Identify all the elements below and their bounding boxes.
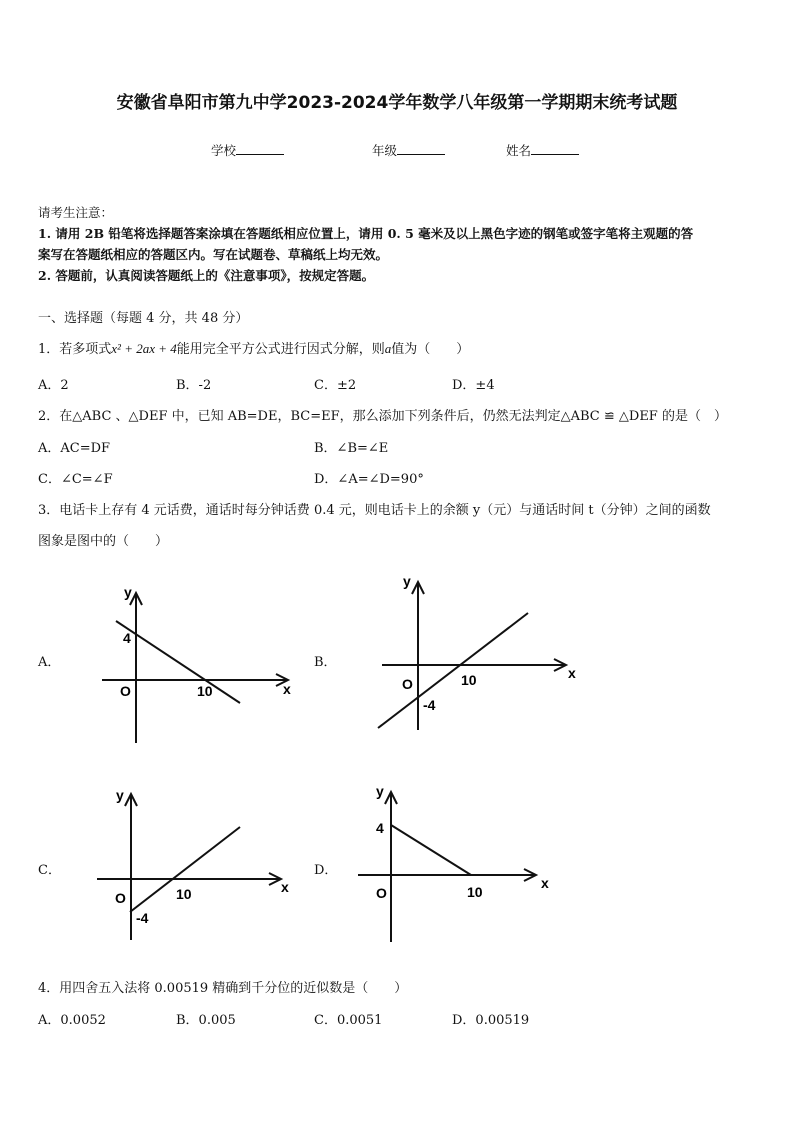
q1-expression: x² + 2ax + 4 bbox=[111, 341, 177, 356]
q1-option-a: A．2 bbox=[38, 378, 69, 393]
graph-b-origin: O bbox=[402, 676, 413, 692]
q3-option-b-label: B． bbox=[314, 655, 337, 670]
name-blank bbox=[531, 142, 579, 155]
graph-a-x-tick: 10 bbox=[197, 683, 213, 699]
graph-a-y-tick: 4 bbox=[123, 630, 131, 646]
grade-label: 年级 bbox=[372, 143, 398, 158]
graph-c-y-tick: -4 bbox=[136, 910, 149, 926]
q1-mid: 能用完全平方公式进行因式分解，则 bbox=[176, 342, 385, 357]
graph-a-y-label: y bbox=[124, 584, 132, 600]
q1-option-d: D．±4 bbox=[452, 378, 495, 393]
q1-option-c: C．±2 bbox=[314, 378, 357, 393]
q3-option-d-label: D． bbox=[314, 863, 338, 878]
question-3-line1: 3．电话卡上存有 4 元话费，通话时每分钟话费 0.4 元，则电话卡上的余额 y（元）与通话时间 t（分钟）之间的函数 bbox=[38, 503, 711, 518]
q2-option-d: D．∠A=∠D=90° bbox=[314, 472, 424, 487]
notice-item1-line1: 1. 请用 2B 铅笔将选择题答案涂填在答题纸相应位置上，请用 0. 5 毫米及以上黑色字迹的钢笔或签字笔将主观题的答 bbox=[38, 226, 694, 241]
q4-option-a: A．0.0052 bbox=[38, 1013, 106, 1028]
graph-b-line bbox=[378, 613, 528, 728]
q1-variable: a bbox=[384, 341, 392, 356]
name-field bbox=[506, 141, 579, 159]
school-label: 学校 bbox=[211, 143, 237, 158]
graph-a-origin: O bbox=[120, 683, 131, 699]
graph-b-x-tick: 10 bbox=[461, 672, 477, 688]
graph-c-x-label: x bbox=[281, 879, 289, 895]
graph-c bbox=[90, 782, 310, 952]
graph-c-y-label: y bbox=[116, 787, 124, 803]
graph-d-y-tick: 4 bbox=[376, 820, 384, 836]
graph-c-x-tick: 10 bbox=[176, 886, 192, 902]
q3-option-a-label: A． bbox=[38, 655, 61, 670]
graph-b bbox=[372, 568, 592, 738]
question-4: 4．用四舍五入法将 0.00519 精确到千分位的近似数是（ ） bbox=[38, 981, 408, 996]
notice-item1-line2: 案写在答题纸相应的答题区内。写在试题卷、草稿纸上均无效。 bbox=[38, 247, 389, 262]
graph-d-y-label: y bbox=[376, 783, 384, 799]
graph-b-y-tick: -4 bbox=[423, 697, 436, 713]
graph-b-y-label: y bbox=[403, 573, 411, 589]
q4-option-d: D．0.00519 bbox=[452, 1013, 530, 1028]
q1-suffix: 值为（ ） bbox=[391, 342, 470, 357]
question-3-line2: 图象是图中的（ ） bbox=[38, 534, 169, 549]
graph-d-origin: O bbox=[376, 885, 387, 901]
notice-item2: 2. 答题前，认真阅读答题纸上的《注意事项》，按规定答题。 bbox=[38, 268, 375, 283]
q4-option-c: C．0.0051 bbox=[314, 1013, 383, 1028]
q2-option-b: B．∠B=∠E bbox=[314, 441, 389, 456]
graph-a bbox=[90, 575, 310, 755]
page-title: 安徽省阜阳市第九中学2023-2024学年数学八年级第一学期期末统考试题 bbox=[116, 93, 678, 113]
graph-d-x-label: x bbox=[541, 875, 549, 891]
notice-heading: 请考生注意： bbox=[38, 205, 114, 220]
q2-option-c: C．∠C=∠F bbox=[38, 472, 113, 487]
graph-a-x-label: x bbox=[283, 681, 291, 697]
grade-field bbox=[372, 141, 445, 159]
school-field bbox=[211, 141, 284, 159]
graph-c-origin: O bbox=[115, 890, 126, 906]
graph-d bbox=[350, 780, 570, 950]
question-2: 2．在△ABC 、△DEF 中，已知 AB=DE，BC=EF，那么添加下列条件后，仍然无法判定△ABC ≌ △DEF 的是（ ） bbox=[38, 409, 727, 424]
graph-a-line bbox=[116, 621, 240, 703]
graph-b-x-label: x bbox=[568, 665, 576, 681]
name-label: 姓名 bbox=[506, 143, 532, 158]
graph-d-x-tick: 10 bbox=[467, 884, 483, 900]
q1-option-b: B．-2 bbox=[176, 378, 212, 393]
q1-prefix: 1．若多项式 bbox=[38, 342, 112, 357]
section-heading: 一、选择题（每题 4 分，共 48 分） bbox=[38, 311, 249, 326]
q4-option-b: B．0.005 bbox=[176, 1013, 236, 1028]
graph-d-line bbox=[391, 825, 471, 875]
q2-option-a: A．AC=DF bbox=[38, 441, 111, 456]
q3-option-c-label: C． bbox=[38, 863, 61, 878]
school-blank bbox=[236, 142, 284, 155]
grade-blank bbox=[397, 142, 445, 155]
question-1 bbox=[38, 338, 469, 357]
